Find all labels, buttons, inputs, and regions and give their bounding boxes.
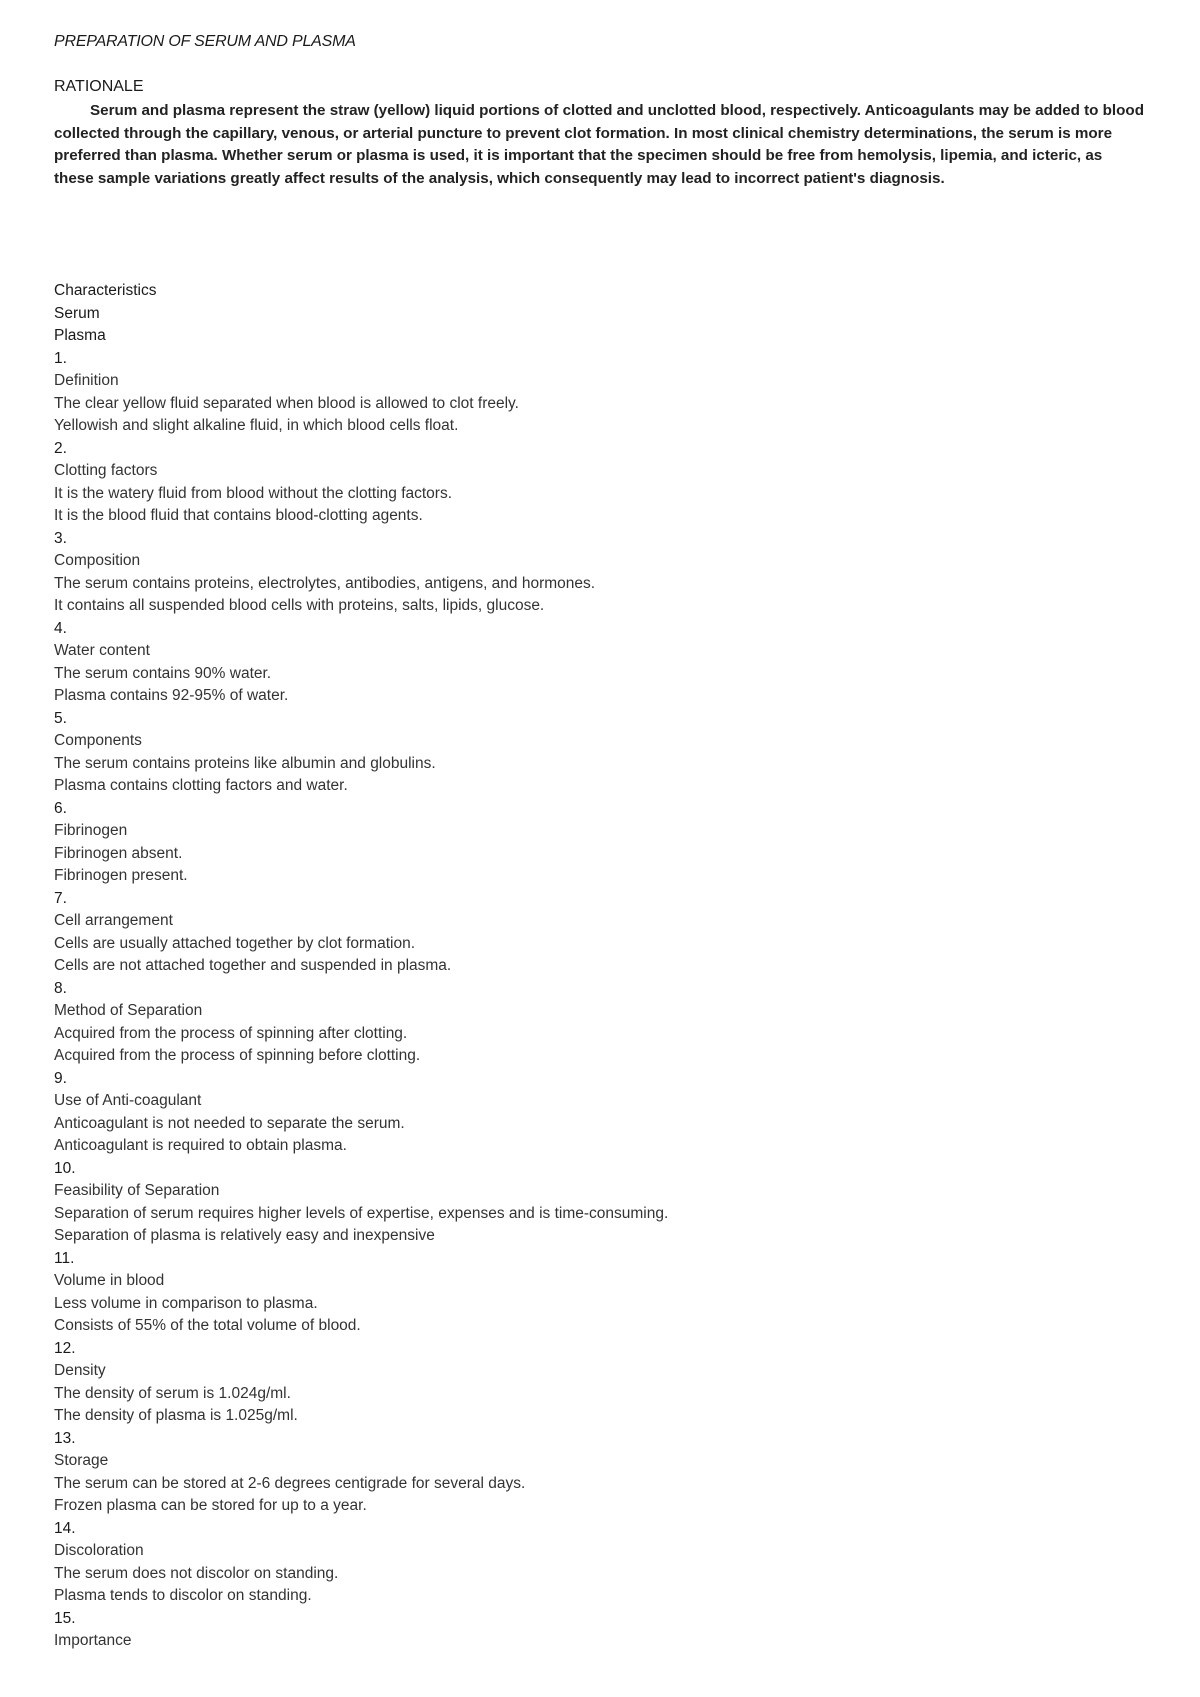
row-plasma-cell: It is the blood fluid that contains blood-clotting agents. xyxy=(54,507,423,524)
row-number: 4. xyxy=(54,619,67,637)
row-plasma-cell: It contains all suspended blood cells with proteins, salts, lipids, glucose. xyxy=(54,597,545,614)
row-number: 6. xyxy=(54,799,67,817)
row-number: 1. xyxy=(54,349,67,367)
row-number: 9. xyxy=(54,1069,67,1087)
row-label: Method of Separation xyxy=(54,1002,203,1019)
row-serum-cell: Fibrinogen absent. xyxy=(54,844,183,862)
header-characteristics: Characteristics xyxy=(54,282,157,299)
row-label: Components xyxy=(54,732,142,749)
header-plasma: Plasma xyxy=(54,327,106,344)
row-plasma-cell: Cells are not attached together and suspended in plasma. xyxy=(54,957,452,974)
row-label: Composition xyxy=(54,552,141,569)
row-label: Use of Anti-coagulant xyxy=(54,1092,202,1109)
row-serum-cell: The serum contains proteins like albumin and globulins. xyxy=(54,754,436,772)
row-label: Volume in blood xyxy=(54,1272,165,1289)
row-plasma-cell: Separation of plasma is relatively easy and inexpensive xyxy=(54,1227,435,1244)
row-label: Density xyxy=(54,1362,106,1379)
row-label: Water content xyxy=(54,642,150,659)
row-serum-cell: The serum can be stored at 2-6 degrees centigrade for several days. xyxy=(54,1474,526,1492)
row-serum-cell: Cells are usually attached together by clot formation. xyxy=(54,934,415,952)
row-label: Discoloration xyxy=(54,1542,144,1559)
row-serum-cell: The serum does not discolor on standing. xyxy=(54,1564,339,1582)
row-number: 8. xyxy=(54,979,67,997)
row-number: 13. xyxy=(54,1429,76,1447)
row-number: 10. xyxy=(54,1159,76,1177)
row-plasma-cell: The density of plasma is 1.025g/ml. xyxy=(54,1407,298,1424)
rationale-paragraph: Serum and plasma represent the straw (yellow) liquid portions of clotted and unclotted blood, respectively. Anticoagulants may be added to blood collected through the capillary, venous, or arterial puncture to prevent clot formation. In most clinical chemistry determinations, the serum is more preferred than plasma. Whether serum or plasma is used, it is important that the specimen should be free from hemolysis, lipemia, and icteric, as these sample variations greatly affect results of the analysis, which consequently may lead to incorrect patient's diagnosis. xyxy=(54,102,1144,187)
row-serum-cell: Anticoagulant is not needed to separate the serum. xyxy=(54,1114,405,1132)
row-serum-cell: The clear yellow fluid separated when blood is allowed to clot freely. xyxy=(54,394,519,412)
document-title: PREPARATION OF SERUM AND PLASMA xyxy=(54,33,356,50)
row-serum-cell: Less volume in comparison to plasma. xyxy=(54,1294,318,1312)
row-plasma-cell: Fibrinogen present. xyxy=(54,867,188,884)
row-label: Storage xyxy=(54,1452,109,1469)
row-label: Importance xyxy=(54,1632,132,1649)
row-number: 15. xyxy=(54,1609,76,1627)
row-plasma-cell: Frozen plasma can be stored for up to a year. xyxy=(54,1497,367,1514)
row-label: Definition xyxy=(54,372,119,389)
header-serum: Serum xyxy=(54,304,100,322)
row-number: 3. xyxy=(54,529,67,547)
row-number: 7. xyxy=(54,889,67,907)
row-label: Clotting factors xyxy=(54,462,158,479)
row-serum-cell: The serum contains 90% water. xyxy=(54,664,272,682)
row-label: Cell arrangement xyxy=(54,912,173,929)
row-label: Fibrinogen xyxy=(54,822,128,839)
row-plasma-cell: Plasma contains 92-95% of water. xyxy=(54,687,289,704)
row-number: 5. xyxy=(54,709,67,727)
row-plasma-cell: Consists of 55% of the total volume of blood. xyxy=(54,1317,361,1334)
row-serum-cell: The serum contains proteins, electrolytes, antibodies, antigens, and hormones. xyxy=(54,574,596,592)
row-serum-cell: It is the watery fluid from blood without the clotting factors. xyxy=(54,484,453,502)
row-plasma-cell: Plasma tends to discolor on standing. xyxy=(54,1587,312,1604)
row-plasma-cell: Yellowish and slight alkaline fluid, in which blood cells float. xyxy=(54,417,459,434)
row-serum-cell: The density of serum is 1.024g/ml. xyxy=(54,1384,291,1402)
row-number: 2. xyxy=(54,439,67,457)
row-plasma-cell: Anticoagulant is required to obtain plasma. xyxy=(54,1137,347,1154)
rationale-heading: RATIONALE xyxy=(54,78,144,95)
row-plasma-cell: Acquired from the process of spinning before clotting. xyxy=(54,1047,421,1064)
comparison-list xyxy=(54,280,1054,1653)
row-number: 14. xyxy=(54,1519,76,1537)
row-serum-cell: Acquired from the process of spinning after clotting. xyxy=(54,1024,408,1042)
row-serum-cell: Separation of serum requires higher levels of expertise, expenses and is time-consuming. xyxy=(54,1204,669,1222)
row-number: 12. xyxy=(54,1339,76,1357)
row-plasma-cell: Plasma contains clotting factors and water. xyxy=(54,777,348,794)
row-number: 11. xyxy=(54,1249,75,1267)
row-label: Feasibility of Separation xyxy=(54,1182,220,1199)
